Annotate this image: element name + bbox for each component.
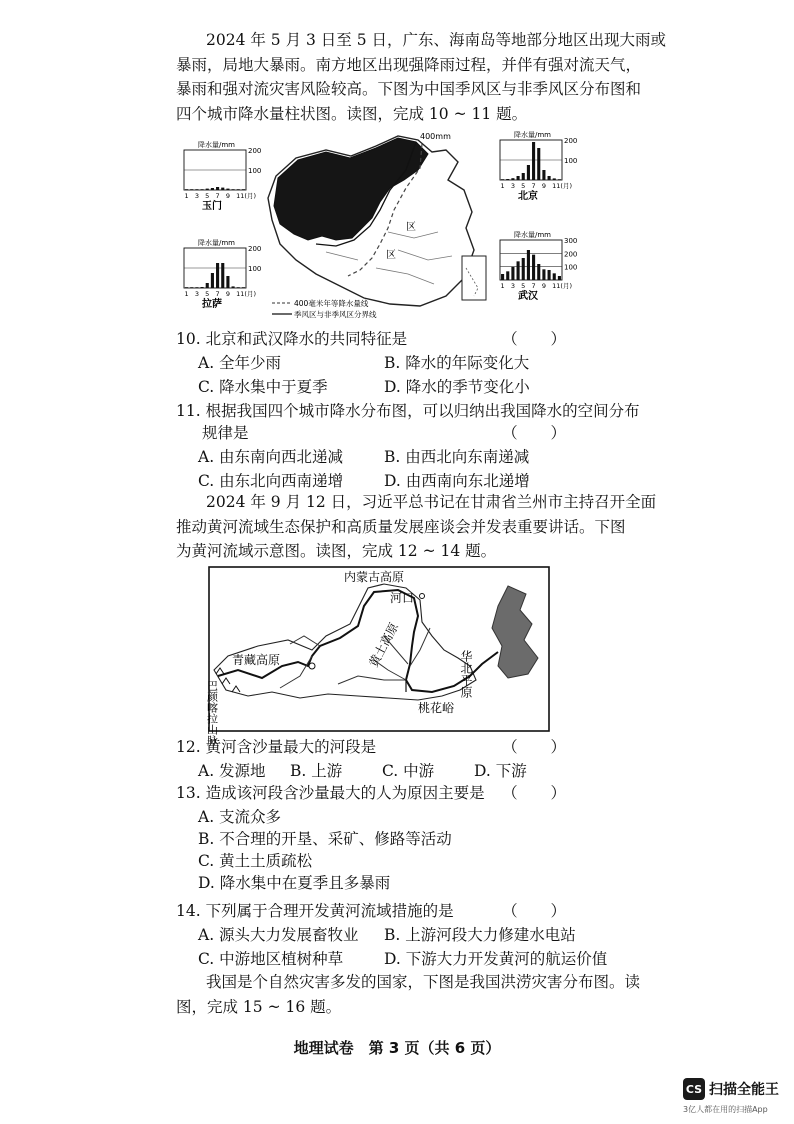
legend-isohyet: 400毫米年等降水量线	[294, 299, 369, 308]
chart-bar-9	[226, 189, 229, 190]
chart-ytick-label: 300	[564, 237, 578, 245]
chart-ylabel: 降水量/mm	[198, 141, 235, 149]
q12-option-c: C. 中游	[382, 762, 435, 780]
chart-bar-3	[511, 178, 514, 180]
q13-option-b: B. 不合理的开垦、采矿、修路等活动	[198, 830, 452, 848]
intro1-line: 2024 年 5 月 3 日至 5 日，广东、海南岛等地部分地区出现大雨或	[206, 31, 667, 49]
watermark-app-name: 扫描全能王	[709, 1082, 779, 1098]
q12-option-a: A. 发源地	[198, 762, 266, 780]
scanner-watermark	[683, 1076, 787, 1116]
chart-bar-8	[537, 148, 540, 180]
chart-bar-3	[195, 287, 198, 288]
intro1-line: 暴雨和强对流灾害风险较高。下图为中国季风区与非季风区分布图和	[176, 80, 642, 98]
chart-xtick-label: 11(月)	[552, 182, 573, 190]
intro-paragraph-1	[176, 28, 667, 126]
q11-option-a: A. 由东南向西北递减	[198, 448, 344, 466]
label-qinghai-tibet-plateau: 青藏高原	[232, 653, 281, 667]
chart-xtick-label: 3	[194, 290, 199, 298]
chart-xtick-label: 9	[541, 282, 546, 290]
chart-bar-6	[527, 165, 530, 180]
legend-boundary: 季风区与非季风区分界线	[294, 310, 377, 319]
chart-city-title: 玉门	[202, 201, 222, 212]
chart-bar-4	[201, 287, 204, 288]
chart-xtick-label: 7	[215, 192, 220, 200]
q10-option-d: D. 降水的季节变化小	[384, 378, 530, 396]
question-10	[176, 328, 584, 398]
chart-ytick-label: 100	[248, 265, 262, 273]
intro-paragraph-3	[176, 970, 641, 1019]
q12-stem: 12. 黄河含沙量最大的河段是	[176, 738, 377, 756]
watermark-tagline: 3亿人都在用的扫描App	[683, 1105, 768, 1114]
q12-option-b: B. 上游	[290, 762, 343, 780]
chart-xtick-label: 11(月)	[552, 282, 573, 290]
q14-answer-blank: （ ）	[502, 902, 580, 920]
label-north-china-plain: 华北平原	[459, 650, 473, 698]
chart-bar-9	[542, 269, 545, 280]
q11-option-c: C. 由东北向西南递增	[198, 472, 344, 490]
q11-option-b: B. 由西北向东南递减	[384, 448, 530, 466]
q10-option-a: A. 全年少雨	[198, 354, 282, 372]
chart-bar-5	[522, 173, 525, 180]
intro-paragraph-2	[176, 490, 657, 564]
label-inner-mongolia-plateau: 内蒙古高原	[344, 570, 405, 584]
precip-chart-beijing	[500, 130, 577, 202]
chart-xtick-label: 3	[194, 192, 199, 200]
chart-xtick-label: 11(月)	[236, 192, 257, 200]
chart-ytick-label: 200	[564, 250, 578, 259]
q14-option-a: A. 源头大力发展畜牧业	[198, 926, 359, 944]
chart-bar-6	[211, 188, 214, 190]
chart-bar-7	[532, 142, 535, 180]
q12-option-d: D. 下游	[474, 762, 527, 780]
q13-option-d: D. 降水集中在夏季且多暴雨	[198, 874, 391, 892]
chart-bar-12	[242, 189, 245, 190]
q13-option-c: C. 黄土土质疏松	[198, 852, 313, 870]
intro1-line: 暴雨，局地大暴雨。南方地区出现强降雨过程，并伴有强对流天气，	[176, 55, 642, 74]
chart-bar-2	[190, 189, 193, 190]
chart-ylabel: 降水量/mm	[198, 239, 235, 247]
chart-bar-10	[232, 189, 235, 190]
intro2-line: 为黄河流域示意图。读图，完成 12 ~ 14 题。	[176, 542, 497, 560]
q13-stem: 13. 造成该河段含沙量最大的人为原因主要是	[176, 784, 485, 802]
label-hekou: 河口	[390, 591, 415, 605]
q13-option-a: A. 支流众多	[198, 808, 282, 826]
q10-stem: 10. 北京和武汉降水的共同特征是	[176, 330, 408, 348]
precip-chart-wuhan	[500, 230, 577, 302]
chart-bar-7	[216, 187, 219, 190]
intro2-line: 2024 年 9 月 12 日，习近平总书记在甘肃省兰州市主持召开全面	[206, 493, 657, 511]
chart-bar-6	[527, 250, 530, 280]
chart-xtick-label: 11(月)	[236, 290, 257, 298]
chart-bar-11	[553, 178, 556, 180]
chart-ylabel: 降水量/mm	[514, 131, 551, 139]
chart-bar-3	[195, 189, 198, 190]
chart-bar-6	[211, 273, 214, 288]
chart-xtick-label: 1	[184, 192, 189, 200]
chart-bar-7	[532, 255, 535, 280]
question-12	[176, 736, 584, 782]
south-china-sea-inset	[462, 256, 486, 300]
yellow-river-basin-map	[205, 566, 550, 746]
chart-ytick-label: 200	[248, 147, 262, 155]
monsoon-precipitation-figure	[176, 128, 596, 324]
q13-answer-blank: （ ）	[502, 784, 580, 802]
chart-bar-10	[548, 270, 551, 280]
chart-bar-1	[185, 287, 188, 288]
chart-bar-4	[517, 176, 520, 180]
chart-xtick-label: 9	[225, 290, 230, 298]
q14-option-b: B. 上游河段大力修建水电站	[384, 926, 576, 944]
chart-xtick-label: 7	[531, 282, 536, 290]
chart-bar-10	[548, 176, 551, 180]
precip-chart-yumen	[184, 140, 261, 212]
q12-answer-blank: （ ）	[502, 738, 580, 756]
chart-bar-3	[511, 267, 514, 280]
region-label-1: 区	[406, 222, 416, 233]
question-11	[176, 400, 640, 492]
chart-xtick-label: 5	[521, 282, 526, 290]
chart-bar-8	[537, 264, 540, 280]
intro3-line: 图，完成 15 ~ 16 题。	[176, 997, 342, 1016]
intro2-line: 推动黄河流域生态保护和高质量发展座谈会并发表重要讲话。下图	[176, 517, 626, 536]
question-14	[176, 900, 608, 970]
q10-option-c: C. 降水集中于夏季	[198, 378, 328, 396]
chart-ytick-label: 200	[564, 137, 578, 145]
chart-bar-5	[206, 283, 209, 288]
chart-bar-11	[553, 273, 556, 280]
chart-bar-8	[221, 188, 224, 190]
intro3-line: 我国是个自然灾害多发的国家，下图是我国洪涝灾害分布图。读	[206, 973, 641, 991]
chart-bar-1	[185, 189, 188, 190]
chart-ytick-label: 100	[564, 263, 578, 272]
chart-bar-2	[506, 271, 509, 280]
chart-xtick-label: 5	[205, 192, 210, 200]
label-taohuayu: 桃花峪	[418, 701, 455, 715]
chart-bar-5	[206, 189, 209, 190]
chart-city-title: 北京	[518, 191, 538, 202]
chart-xtick-label: 9	[541, 182, 546, 190]
q11-stem-line1: 11. 根据我国四个城市降水分布图，可以归纳出我国降水的空间分布	[176, 402, 640, 420]
isohyet-label: 400mm	[420, 132, 451, 141]
chart-bar-4	[517, 261, 520, 280]
chart-xtick-label: 7	[531, 182, 536, 190]
chart-bar-2	[506, 179, 509, 180]
chart-bar-12	[558, 276, 561, 280]
chart-ytick-label: 100	[248, 167, 262, 175]
chart-xtick-label: 3	[510, 282, 515, 290]
chart-bar-10	[232, 286, 235, 288]
precip-chart-lhasa	[184, 238, 261, 310]
chart-xtick-label: 1	[184, 290, 189, 298]
chart-xtick-label: 9	[225, 192, 230, 200]
q14-stem: 14. 下列属于合理开发黄河流域措施的是	[176, 902, 454, 920]
chart-bar-8	[221, 263, 224, 288]
q11-answer-blank: （ ）	[502, 424, 580, 442]
chart-xtick-label: 5	[521, 182, 526, 190]
chart-ylabel: 降水量/mm	[514, 231, 551, 239]
chart-bar-4	[201, 189, 204, 190]
region-label-2: 区	[386, 250, 396, 261]
chart-ytick-label: 100	[564, 157, 578, 165]
q14-option-c: C. 中游地区植树种草	[198, 950, 344, 968]
chart-xtick-label: 5	[205, 290, 210, 298]
chart-bar-5	[522, 258, 525, 280]
chart-city-title: 拉萨	[202, 299, 222, 310]
chart-bar-12	[242, 287, 245, 288]
q14-option-d: D. 下游大力开发黄河的航运价值	[384, 950, 608, 968]
page-footer: 地理试卷 第 3 页（共 6 页）	[293, 1039, 501, 1057]
q11-stem-line2: 规律是	[202, 424, 249, 442]
q11-option-d: D. 由西南向东北递增	[384, 472, 530, 490]
q10-option-b: B. 降水的年际变化大	[384, 354, 530, 372]
chart-bar-7	[216, 263, 219, 288]
chart-bar-2	[190, 287, 193, 288]
chart-bar-1	[501, 179, 504, 180]
chart-bar-9	[226, 276, 229, 288]
chart-bar-11	[237, 287, 240, 288]
camscanner-logo-icon: CS	[683, 1078, 705, 1100]
label-bayan-har-mountains: 巴颜喀拉山脉	[205, 680, 219, 746]
chart-city-title: 武汉	[518, 291, 538, 302]
chart-xtick-label: 1	[500, 282, 505, 290]
chart-xtick-label: 3	[510, 182, 515, 190]
chart-bar-12	[558, 179, 561, 180]
chart-ytick-label: 200	[248, 245, 262, 253]
chart-xtick-label: 1	[500, 182, 505, 190]
chart-xtick-label: 7	[215, 290, 220, 298]
intro1-line: 四个城市降水量柱状图。读图，完成 10 ~ 11 题。	[176, 104, 528, 123]
question-13	[176, 782, 584, 894]
chart-bar-11	[237, 189, 240, 190]
q10-answer-blank: （ ）	[502, 330, 580, 348]
label-loess-plateau: 黄土高原	[366, 620, 402, 670]
chart-bar-1	[501, 274, 504, 280]
chart-bar-9	[542, 170, 545, 180]
